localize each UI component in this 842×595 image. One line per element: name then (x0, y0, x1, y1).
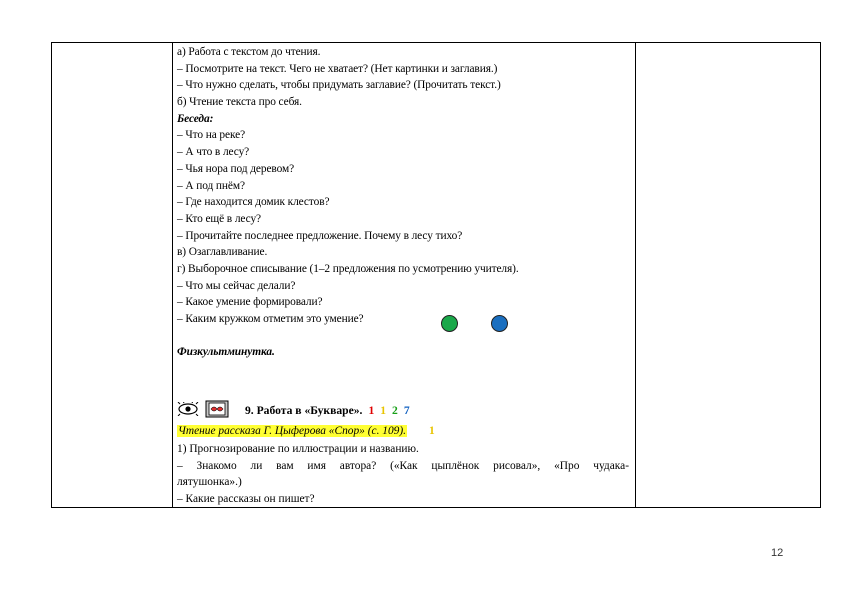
text-line: лятушонка».) (177, 476, 242, 489)
text-line: – Что нужно сделать, чтобы придумать заглавие? (Прочитать текст.) (177, 79, 501, 92)
text-line: а) Работа с текстом до чтения. (177, 46, 321, 58)
color-number: 7 (403, 403, 410, 417)
text-line: – Кто ещё в лесу? (177, 212, 262, 225)
text-line: – Посмотрите на текст. Чего не хватает? (Нет картинки и заглавия.) (177, 62, 498, 75)
color-number: 1 (368, 403, 375, 417)
lesson-content (177, 44, 632, 361)
color-number: 2 (392, 403, 398, 417)
text-line: – Что мы сейчас делали? (177, 279, 296, 292)
column-divider-left (172, 43, 173, 507)
book-icon (205, 400, 229, 421)
column-divider-right (635, 43, 636, 507)
text-line: – Прочитайте последнее предложение. Почему в лесу тихо? (177, 229, 463, 242)
text-line: – Какое умение формировали? (177, 296, 323, 309)
text-line: – Что на реке? (177, 129, 246, 142)
text-line: в) Озаглавливание. (177, 246, 268, 259)
green-circle-marker (441, 315, 458, 332)
color-number: 1 (429, 425, 435, 437)
bottom-content (177, 441, 629, 508)
text-line: – Знакомо ли вам имя автора? («Как цыплёнок рисовал», «Про чудака- (177, 459, 629, 472)
text-line: – Чья нора под деревом? (177, 162, 295, 175)
text-line: – Какие рассказы он пишет? (177, 493, 315, 506)
text-line: – Где находится домик клестов? (177, 196, 330, 209)
text-line: – Каким кружком отметим это умение? (177, 313, 364, 325)
eye-icon (177, 402, 199, 419)
text-line: 1) Прогнозирование по иллюстрации и названию. (177, 443, 419, 455)
blue-circle-marker (491, 315, 508, 332)
text-line: б) Чтение текста про себя. (177, 96, 302, 109)
color-number: 1 (380, 403, 387, 417)
fizminutka-heading: Физкультминутка. (177, 346, 275, 359)
section-title: 9. Работа в «Букваре». (245, 403, 363, 417)
page-number: 12 (771, 547, 784, 559)
highlighted-text: Чтение рассказа Г. Цыферова «Спор» (с. 109). (178, 425, 407, 437)
text-line: г) Выборочное списывание (1–2 предложения по усмотрению учителя). (177, 262, 519, 275)
text-line: – А что в лесу? (177, 146, 250, 159)
highlighted-reading-line (177, 423, 435, 439)
section-heading-row (177, 401, 410, 419)
conversation-heading: Беседа: (177, 112, 214, 125)
text-line: – А под пнём? (177, 179, 245, 192)
